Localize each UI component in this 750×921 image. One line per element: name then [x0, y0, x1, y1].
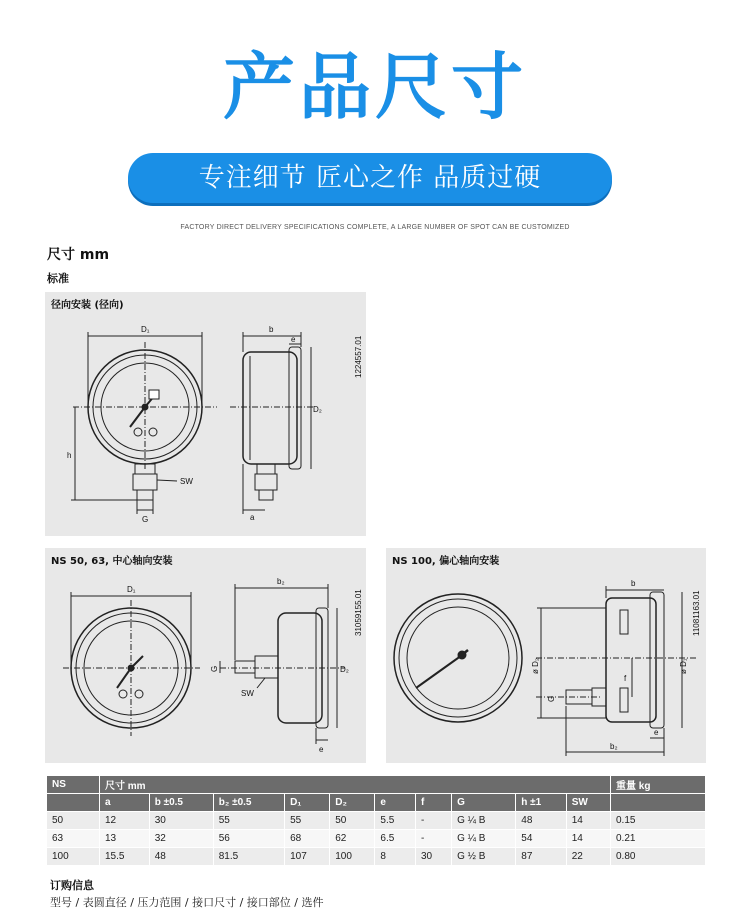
drawing-code: 11081163.01 [692, 590, 701, 636]
table-row [47, 830, 706, 848]
table-cell: 87 [516, 848, 566, 866]
dim-D1: D₁ [127, 585, 136, 594]
table-cell: 56 [213, 830, 284, 848]
dim-f: f [624, 674, 627, 683]
table-cell: 6.5 [375, 830, 416, 848]
table-cell: 107 [285, 848, 330, 866]
table-cell: 50 [330, 812, 375, 830]
dimensions-heading: 尺寸 mm [47, 247, 110, 263]
col-D1: D₁ [285, 794, 330, 812]
table-cell: 100 [330, 848, 375, 866]
table-row [47, 848, 706, 866]
col-weight: 重量 kg [611, 776, 706, 794]
radial-mount-panel [45, 292, 366, 536]
table-cell: G ½ B [452, 848, 516, 866]
table-cell: 15.5 [100, 848, 150, 866]
table-cell: 48 [149, 848, 213, 866]
table-cell: - [416, 830, 452, 848]
table-cell: 68 [285, 830, 330, 848]
table-cell: 62 [330, 830, 375, 848]
order-info-text: 型号 / 表圆直径 / 压力范围 / 接口尺寸 / 接口部位 / 选件 [50, 896, 324, 909]
table-cell: 12 [100, 812, 150, 830]
col-f: f [416, 794, 452, 812]
dim-SW: SW [180, 477, 193, 486]
table-cell: 30 [149, 812, 213, 830]
dim-D1: D₁ [141, 325, 150, 334]
dim-G: G [547, 695, 556, 702]
table-cell: 5.5 [375, 812, 416, 830]
table-cell: 0.80 [611, 848, 706, 866]
col-b2: b₂ ±0.5 [213, 794, 284, 812]
table-cell: 0.21 [611, 830, 706, 848]
drawing-code: 31059155.01 [354, 589, 363, 636]
panel-title: 径向安装 (径向) [51, 300, 124, 311]
dim-D2: D₂ [340, 665, 349, 674]
standard-label: 标准 [47, 272, 69, 285]
col-b: b ±0.5 [149, 794, 213, 812]
table-cell: 55 [285, 812, 330, 830]
col-group-dims: 尺寸 mm [100, 776, 611, 794]
table-cell: G ¼ B [452, 812, 516, 830]
dim-SW: SW [241, 689, 254, 698]
table-cell: 22 [566, 848, 610, 866]
dim-e: e [319, 745, 324, 754]
page-title: 产品尺寸 [222, 45, 527, 129]
col-D2: D₂ [330, 794, 375, 812]
table-cell: 54 [516, 830, 566, 848]
table-cell: 14 [566, 812, 610, 830]
table-cell: 55 [213, 812, 284, 830]
col-h: h ±1 [516, 794, 566, 812]
dim-G: G [210, 665, 219, 672]
center-back-mount-panel [45, 548, 366, 763]
dim-D1: ø D₁ [679, 658, 688, 674]
col-SW: SW [566, 794, 610, 812]
dim-e: e [654, 728, 659, 737]
col-weight-empty [611, 794, 706, 812]
dim-D2: ø D₂ [531, 658, 540, 674]
panel-title: NS 100, 偏心轴向安装 [392, 556, 500, 567]
table-cell: 8 [375, 848, 416, 866]
col-a: a [100, 794, 150, 812]
dim-b: b [631, 579, 636, 588]
dim-b2: b₂ [277, 577, 285, 586]
col-e: e [375, 794, 416, 812]
table-cell: 81.5 [213, 848, 284, 866]
table-cell: 100 [47, 848, 100, 866]
table-cell: 63 [47, 830, 100, 848]
table-row [47, 812, 706, 830]
panel-title: NS 50, 63, 中心轴向安装 [51, 556, 173, 567]
table-cell: G ¼ B [452, 830, 516, 848]
table-cell: 0.15 [611, 812, 706, 830]
dim-e: e [291, 335, 296, 344]
table-cell: 14 [566, 830, 610, 848]
table-cell: 32 [149, 830, 213, 848]
dim-h: h [67, 451, 72, 460]
col-G: G [452, 794, 516, 812]
dimensions-table [47, 776, 706, 866]
center-back-mount-drawing [45, 548, 366, 763]
col-ns-empty [47, 794, 100, 812]
dim-b2: b₂ [610, 742, 618, 751]
radial-mount-drawing [45, 292, 366, 536]
table-cell: 50 [47, 812, 100, 830]
dim-a: a [250, 513, 255, 522]
tagline: FACTORY DIRECT DELIVERY SPECIFICATIONS COMPLETE, A LARGE NUMBER OF SPOT CAN BE CUSTOMIZED [180, 224, 570, 231]
dim-D2: D₂ [313, 405, 322, 414]
order-info-title: 订购信息 [50, 879, 94, 892]
drawing-code: 1224557.01 [354, 335, 363, 378]
table-cell: - [416, 812, 452, 830]
eccentric-back-mount-drawing [386, 548, 706, 763]
dim-b: b [269, 325, 274, 334]
eccentric-back-mount-panel [386, 548, 706, 763]
table-cell: 48 [516, 812, 566, 830]
col-ns: NS [47, 776, 100, 794]
table-cell: 13 [100, 830, 150, 848]
slogan-banner: 专注细节 匠心之作 品质过硬 [128, 153, 612, 203]
table-cell: 30 [416, 848, 452, 866]
dim-G: G [142, 515, 149, 524]
